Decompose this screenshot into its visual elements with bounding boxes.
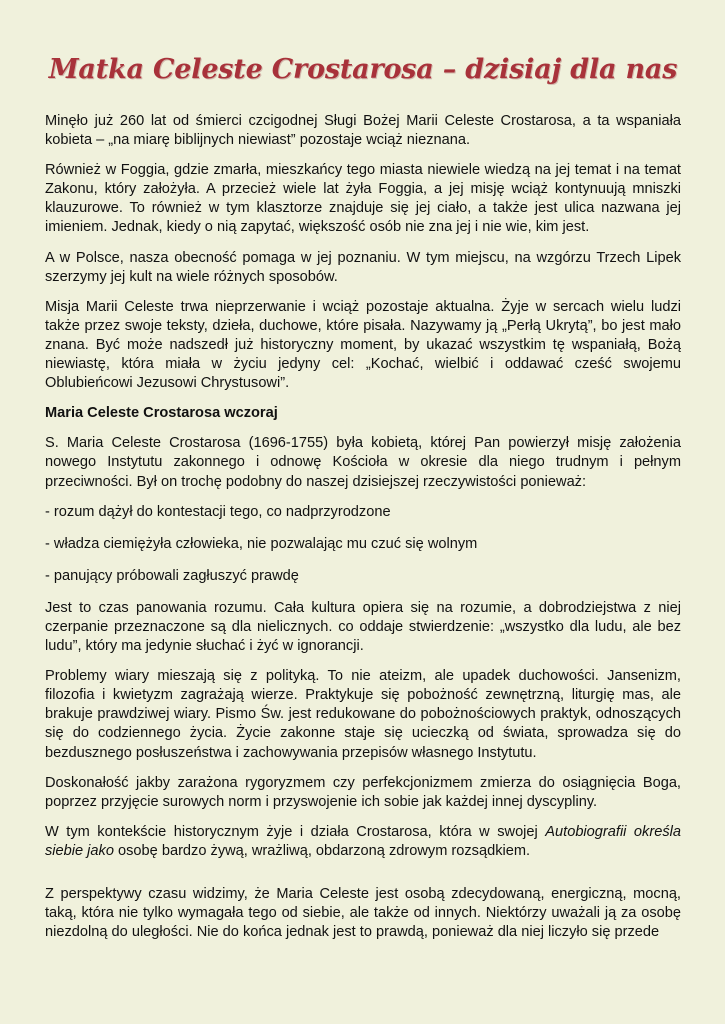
paragraph-9-end: osobę bardzo żywą, wrażliwą, obdarzoną zdrowym rozsądkiem.: [113, 842, 531, 859]
paragraph-2: Również w Foggia, gdzie zmarła, mieszkańcy tego miasta niewiele wiedzą na jej temat i na temat Zakonu, który założyła. A przecież wiele lat żyła Foggia, a jej misję wciąż kontynuują mniszki klauzurowe. To również w tym klasztorze znajduje się jej ciało, a także jest ulica nazwana jej imieniem. Jednak, kiedy o nią zapytać, większość osób nie zna jej i nie wie, kim jest.: [45, 162, 681, 236]
paragraph-9-start: W tym kontekście historycznym żyje i działa Crostarosa, która w swojej: [45, 823, 546, 840]
paragraph-6: Jest to czas panowania rozumu. Cała kultura opiera się na rozumie, a dobrodziejstwa z niej czerpanie przeznaczone są dla nielicznych. co oddaje stwierdzenie: „wszystko dla ludu, ale bez ludu”, który ma jedynie słuchać i żyć w ignorancji.: [45, 599, 681, 655]
page-title: Matka Celeste Crostarosa – dzisiaj dla nas: [48, 54, 678, 85]
bullet-item-1: - rozum dążył do kontestacji tego, co nadprzyrodzone: [45, 503, 391, 520]
paragraph-3: A w Polsce, nasza obecność pomaga w jej poznaniu. W tym miejscu, na wzgórzu Trzech Lipek szerzymy jej kult na wiele różnych sposobów.: [45, 249, 681, 285]
paragraph-5: S. Maria Celeste Crostarosa (1696-1755) była kobietą, której Pan powierzył misję założenia nowego Instytutu zakonnego i odnowę Kościoła w okresie dla niego trudnym i pełnym przeciwności. Był on trochę podobny do naszej dzisiejszej rzeczywistości ponieważ:: [45, 435, 681, 490]
paragraph-9-italic: Autobiografii określa siebie jako: [45, 823, 681, 859]
paragraph-9: [45, 823, 681, 861]
bullet-item-3: - panujący próbowali zagłuszyć prawdę: [45, 567, 299, 584]
document-page: [45, 48, 681, 953]
paragraph-8: Doskonałość jakby zarażona rygoryzmem czy perfekcjonizmem zmierza do osiągnięcia Boga, poprzez przyjęcie surowych norm i przyswojenie ich sobie jak każdej innej dyscypliny.: [45, 774, 681, 810]
paragraph-4: Misja Marii Celeste trwa nieprzerwanie i wciąż pozostaje aktualna. Żyje w sercach wielu ludzi także przez swoje teksty, dzieła, duchowe, które pisała. Nazywamy ją „Perłą Ukrytą”, bo jest mało znana. Być może nadszedł już historyczny moment, by ukazać wszystkim tę wspaniałą, Bożą niewiastę, która miała w życiu jedyny cel: „Kochać, wielbić i oddawać cześć swojemu Oblubieńcowi Jezusowi Chrystusowi”.: [45, 298, 681, 392]
bullet-item-2: - władza ciemiężyła człowieka, nie pozwalając mu czuć się wolnym: [45, 535, 478, 552]
paragraph-7: Problemy wiary mieszają się z polityką. To nie ateizm, ale upadek duchowości. Jansenizm, filozofia i kwietyzm zagrażają wierze. Praktykuje się pobożność zewnętrzną, liturgię mas, ale brakuje prawdziwej wiary. Pismo Św. jest redukowane do pobożnościowych praktyk, odnoszących się do codziennego życia. Życie zakonne staje się ucieczką od świata, sprowadza się do bezdusznego posłuszeństwa i zachowywania przepisów własnego Instytutu.: [45, 668, 681, 761]
paragraph-10: Z perspektywy czasu widzimy, że Maria Celeste jest osobą zdecydowaną, energiczną, mocną, taką, która nie tylko wymagała tego od siebie, ale także od innych. Niektórzy uważali ją za osobę niezdolną do uległości. Nie do końca jednak jest to prawdą, ponieważ dla niej liczyło się przede: [45, 886, 681, 941]
paragraph-1: Minęło już 260 lat od śmierci czcigodnej Sługi Bożej Marii Celeste Crostarosa, a ta wspaniała kobieta – „na miarę biblijnych niewiast” pozostaje wciąż nieznana.: [45, 113, 681, 149]
section-heading: Maria Celeste Crostarosa wczoraj: [45, 405, 278, 422]
